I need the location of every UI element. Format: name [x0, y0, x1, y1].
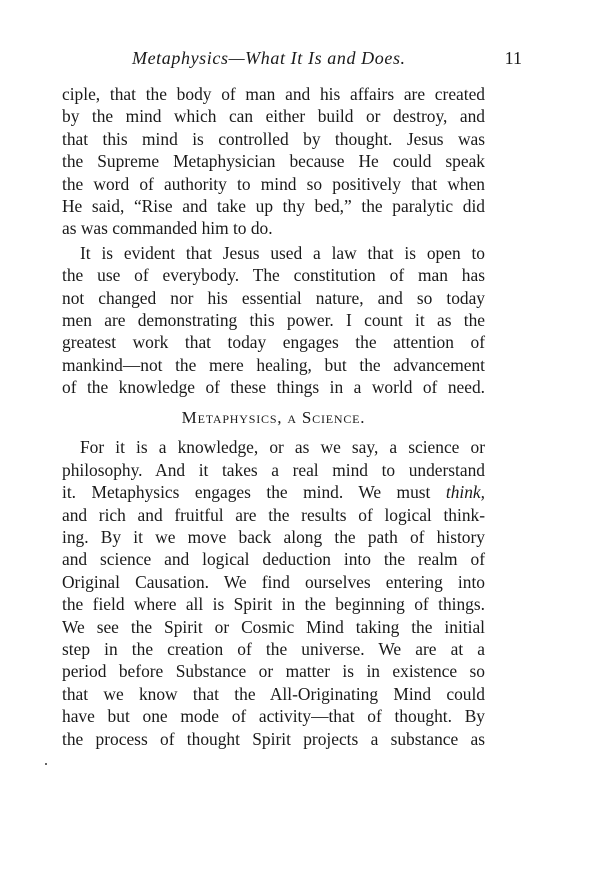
text-line: of the knowledge of these things in a world of need.	[62, 377, 485, 398]
text-line: philosophy. And it takes a real mind to understand	[62, 459, 485, 480]
page-number: 11	[504, 48, 522, 68]
section-heading: Metaphysics, a Science.	[181, 408, 366, 428]
text-line: the field where all is Spirit in the beginning of things.	[62, 594, 485, 615]
paragraph-1	[62, 83, 485, 240]
text-line: by the mind which can either build or destroy, and	[62, 106, 485, 127]
text-line: men are demonstrating this power. I count it as the	[62, 309, 485, 330]
text-line-with-emphasis	[62, 481, 485, 503]
text-line: the process of thought Spirit projects a substance as	[62, 728, 485, 749]
emphasized-word: think,	[445, 482, 485, 503]
text-line: that we know that the All-Originating Mind could	[62, 683, 485, 704]
text-line: have but one mode of activity—that of thought. By	[62, 706, 485, 727]
text-line: We see the Spirit or Cosmic Mind taking the initial	[62, 616, 485, 637]
body-text	[62, 83, 485, 750]
text-line: period before Substance or matter is in existence so	[62, 661, 485, 682]
text-line: greatest work that today engages the attention of	[62, 332, 485, 353]
text-line: as was commanded him to do.	[62, 218, 273, 239]
running-head	[62, 48, 522, 74]
running-title: Metaphysics—What It Is and Does.	[132, 48, 406, 68]
text-line: that this mind is controlled by thought. Jesus was	[62, 128, 485, 149]
text-line: and science and logical deduction into the realm of	[62, 549, 485, 570]
text-line: step in the creation of the universe. We are at a	[62, 638, 485, 659]
text-line: not changed nor his essential nature, and so today	[62, 287, 485, 308]
text-line: the use of everybody. The constitution of man has	[62, 265, 485, 286]
text-line: ing. By it we move back along the path of history	[62, 527, 485, 548]
text-run: it. Metaphysics engages the mind. We must	[62, 482, 431, 503]
text-line: ciple, that the body of man and his affairs are created	[62, 84, 485, 104]
paragraph-2	[62, 242, 485, 399]
text-line: Original Causation. We find ourselves entering into	[62, 571, 485, 592]
text-line: the Supreme Metaphysician because He could speak	[62, 151, 485, 172]
text-line: mankind—not the mere healing, but the advancement	[62, 354, 485, 375]
paragraph-3	[62, 436, 485, 749]
text-line: the word of authority to mind so positively that when	[62, 173, 485, 194]
scan-speck	[45, 763, 47, 765]
text-line: He said, “Rise and take up thy bed,” the paralytic did	[62, 195, 485, 216]
text-line: and rich and fruitful are the results of logical think-	[62, 504, 485, 525]
text-line: It is evident that Jesus used a law that is open to	[80, 242, 485, 263]
text-line: For it is a knowledge, or as we say, a science or	[80, 437, 485, 458]
